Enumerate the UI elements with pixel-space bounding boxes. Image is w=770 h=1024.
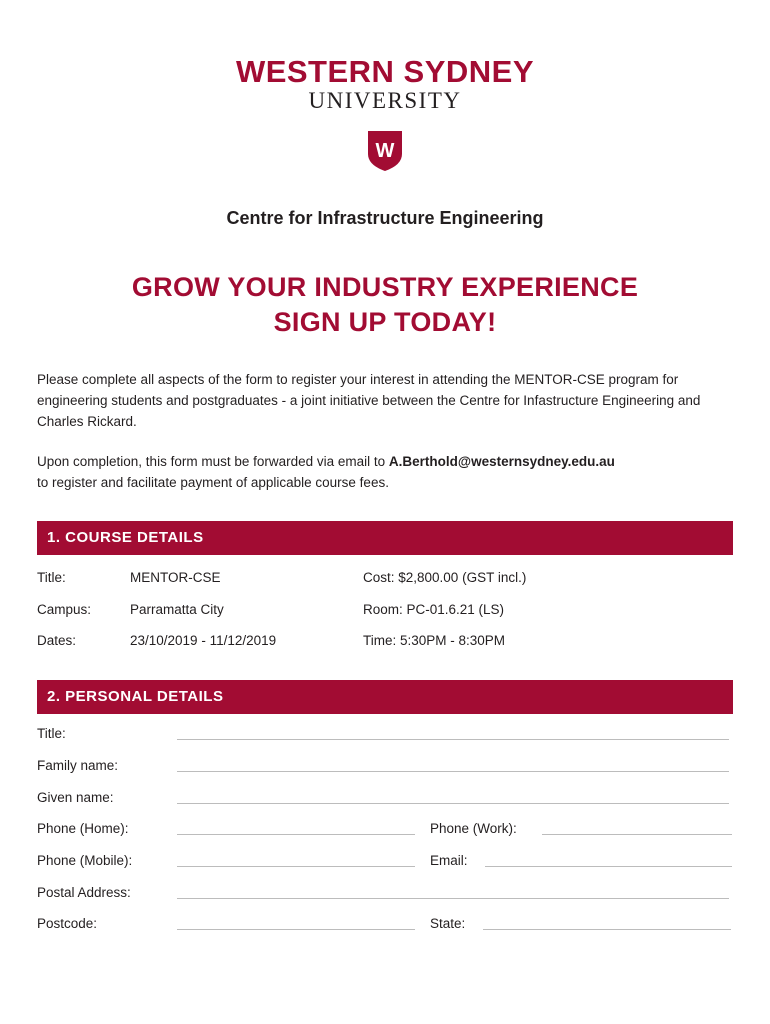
course-details-heading: 1. COURSE DETAILS	[37, 521, 733, 555]
postcode-state-field-row	[37, 914, 733, 934]
course-info-right: Room: PC-01.6.21 (LS)	[363, 602, 505, 617]
mobile-email-field-row	[37, 851, 733, 871]
crest-letter: W	[375, 140, 395, 162]
course-row	[37, 600, 733, 620]
title-field-row	[37, 724, 733, 744]
postal-address-label: Postal Address:	[37, 885, 131, 900]
phone-home-label: Phone (Home):	[37, 821, 129, 836]
intro-paragraph: Please complete all aspects of the form to register your interest in attending the MENTOR-CSE program for engineering students and postgraduates - a joint initiative between the Centre for Infastructure Engineering and Charles Rickard.	[37, 372, 701, 429]
given-name-label: Given name:	[37, 790, 114, 805]
logo-wordmark-bottom: UNIVERSITY	[308, 88, 462, 113]
state-label: State:	[430, 916, 466, 931]
title-input-line[interactable]	[177, 739, 729, 740]
logo-wordmark-top: WESTERN SYDNEY	[235, 54, 535, 89]
course-value: Parramatta City	[130, 602, 224, 617]
postcode-input-line[interactable]	[177, 929, 415, 930]
phone-field-row	[37, 819, 733, 839]
course-label: Title:	[37, 570, 66, 585]
family-name-label: Family name:	[37, 758, 119, 773]
headline	[0, 270, 770, 340]
submission-instructions	[37, 451, 737, 493]
contact-email-link[interactable]: A.Berthold@westernsydney.edu.au	[388, 454, 615, 469]
university-crest-icon	[367, 130, 403, 172]
course-info-right: Cost: $2,800.00 (GST incl.)	[363, 570, 527, 585]
state-input-line[interactable]	[483, 929, 731, 930]
phone-work-label: Phone (Work):	[430, 821, 517, 836]
headline-line-1: GROW YOUR INDUSTRY EXPERIENCE	[131, 272, 639, 302]
course-value: 23/10/2019 - 11/12/2019	[130, 633, 277, 648]
course-row	[37, 568, 733, 588]
title-field-label: Title:	[37, 726, 66, 741]
course-label: Dates:	[37, 633, 77, 648]
course-info-right: Time: 5:30PM - 8:30PM	[363, 633, 506, 648]
headline-line-2: SIGN UP TODAY!	[273, 307, 497, 337]
course-row	[37, 631, 733, 651]
course-label: Campus:	[37, 602, 92, 617]
family-name-field-row	[37, 756, 733, 776]
phone-home-input-line[interactable]	[177, 834, 415, 835]
given-name-field-row	[37, 788, 733, 808]
postcode-label: Postcode:	[37, 916, 98, 931]
phone-work-input-line[interactable]	[542, 834, 732, 835]
personal-details-heading: 2. PERSONAL DETAILS	[37, 680, 733, 714]
course-value: MENTOR-CSE	[130, 570, 221, 585]
postal-address-field-row	[37, 883, 733, 903]
centre-title: Centre for Infrastructure Engineering	[226, 208, 544, 228]
email-label: Email:	[430, 853, 468, 868]
phone-mobile-label: Phone (Mobile):	[37, 853, 133, 868]
instructions-text-pre: Upon completion, this form must be forwarded via email to	[37, 454, 386, 469]
given-name-input-line[interactable]	[177, 803, 729, 804]
postal-address-input-line[interactable]	[177, 898, 729, 899]
instructions-text-post: to register and facilitate payment of applicable course fees.	[37, 475, 389, 490]
family-name-input-line[interactable]	[177, 771, 729, 772]
phone-mobile-input-line[interactable]	[177, 866, 415, 867]
university-logo	[0, 56, 770, 113]
email-input-line[interactable]	[485, 866, 732, 867]
